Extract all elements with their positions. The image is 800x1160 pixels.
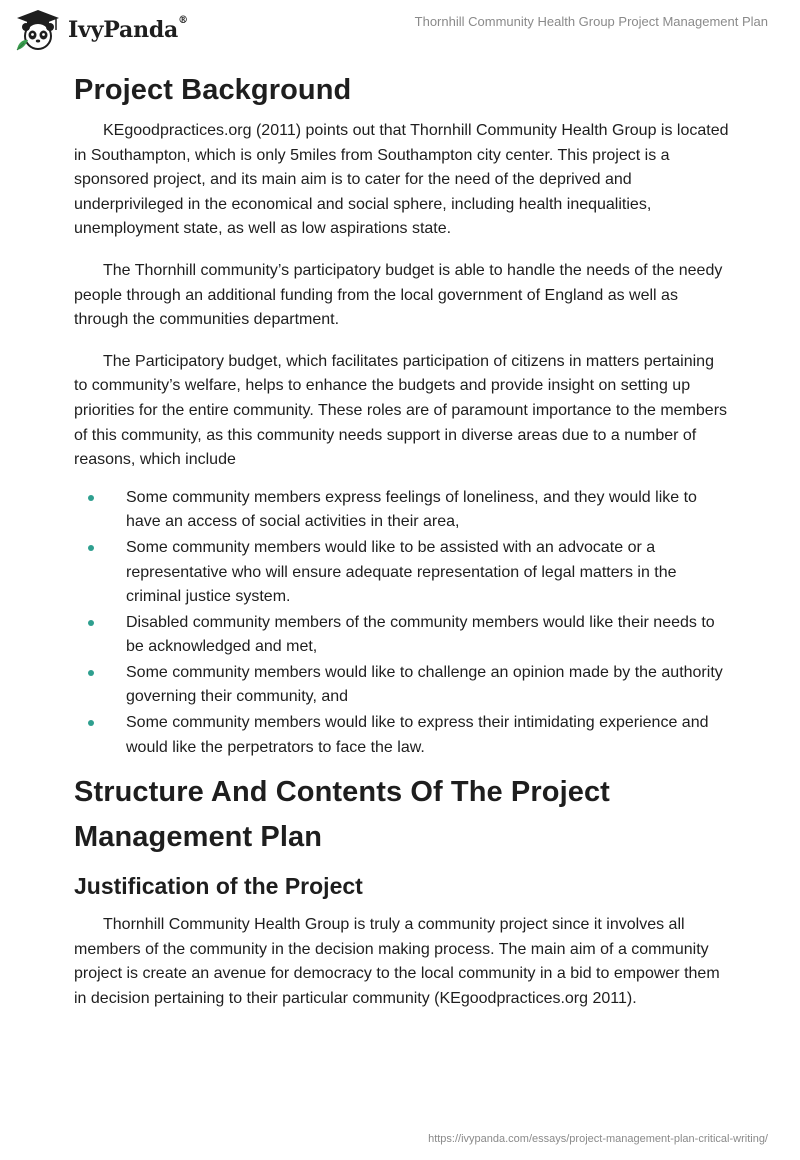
list-item-text: Some community members would like to express their intimidating experience and would like the perpetrators to face the law.	[126, 714, 709, 756]
reasons-list	[74, 486, 730, 761]
bullet-icon	[88, 495, 94, 501]
source-url[interactable]: https://ivypanda.com/essays/project-management-plan-critical-writing/	[428, 1133, 768, 1145]
ivypanda-logo[interactable]	[14, 8, 188, 52]
page-header	[0, 0, 800, 64]
list-item	[74, 711, 730, 760]
list-item-text: Some community members would like to challenge an opinion made by the authority governing their community, and	[126, 663, 723, 706]
bullet-icon	[88, 620, 94, 626]
section-heading-background: Project Background	[74, 74, 352, 106]
brand-name: IvyPanda®	[68, 15, 188, 43]
panda-graduate-icon	[14, 8, 62, 52]
paragraph: The Thornhill community’s participatory budget is able to handle the needs of the needy people through an additional funding from the local government of England as well as through the communities department.	[74, 261, 723, 329]
list-item	[74, 486, 730, 535]
subsection-heading-justification: Justification of the Project	[74, 873, 363, 900]
list-item	[74, 536, 730, 610]
list-item	[74, 611, 730, 660]
paragraph: KEgoodpractices.org (2011) points out that Thornhill Community Health Group is located in Southampton, which is only 5miles from Southampton city center. This project is a sponsored project, and its main aim is to cater for the need of the deprived and underprivileged in the economical and social sphere, including health inequalities, unemployment state, as well as low aspirations state.	[74, 122, 729, 238]
bullet-icon	[88, 670, 94, 676]
list-item-text: Some community members express feelings of loneliness, and they would like to have an access of social activities in their area,	[126, 488, 697, 531]
list-item	[74, 661, 730, 710]
section-heading-structure: Structure And Contents Of The Project Management Plan	[74, 776, 610, 854]
article-content	[74, 68, 730, 1029]
paragraph: Thornhill Community Health Group is truly a community project since it involves all members of the community in the decision making process. The main aim of a community project is create an avenue for democracy to the local community in a bid to empower them in decision pertaining to their particular community (KEgoodpractices.org 2011).	[74, 916, 720, 1008]
bullet-icon	[88, 720, 94, 726]
document-title: Thornhill Community Health Group Project Management Plan	[414, 14, 768, 29]
bullet-icon	[88, 545, 94, 551]
list-item-text: Some community members would like to be assisted with an advocate or a representative who will ensure adequate representation of legal matters in the criminal justice system.	[126, 538, 677, 606]
paragraph: The Participatory budget, which facilitates participation of citizens in matters pertaining to community’s welfare, helps to enhance the budgets and provide insight on setting up priorities for the entire community. These roles are of paramount importance to the members of this community, as this community needs support in diverse areas due to a number of reasons, which include	[74, 352, 728, 469]
list-item-text: Disabled community members of the community members would like their needs to be acknowledged and met,	[126, 613, 715, 656]
